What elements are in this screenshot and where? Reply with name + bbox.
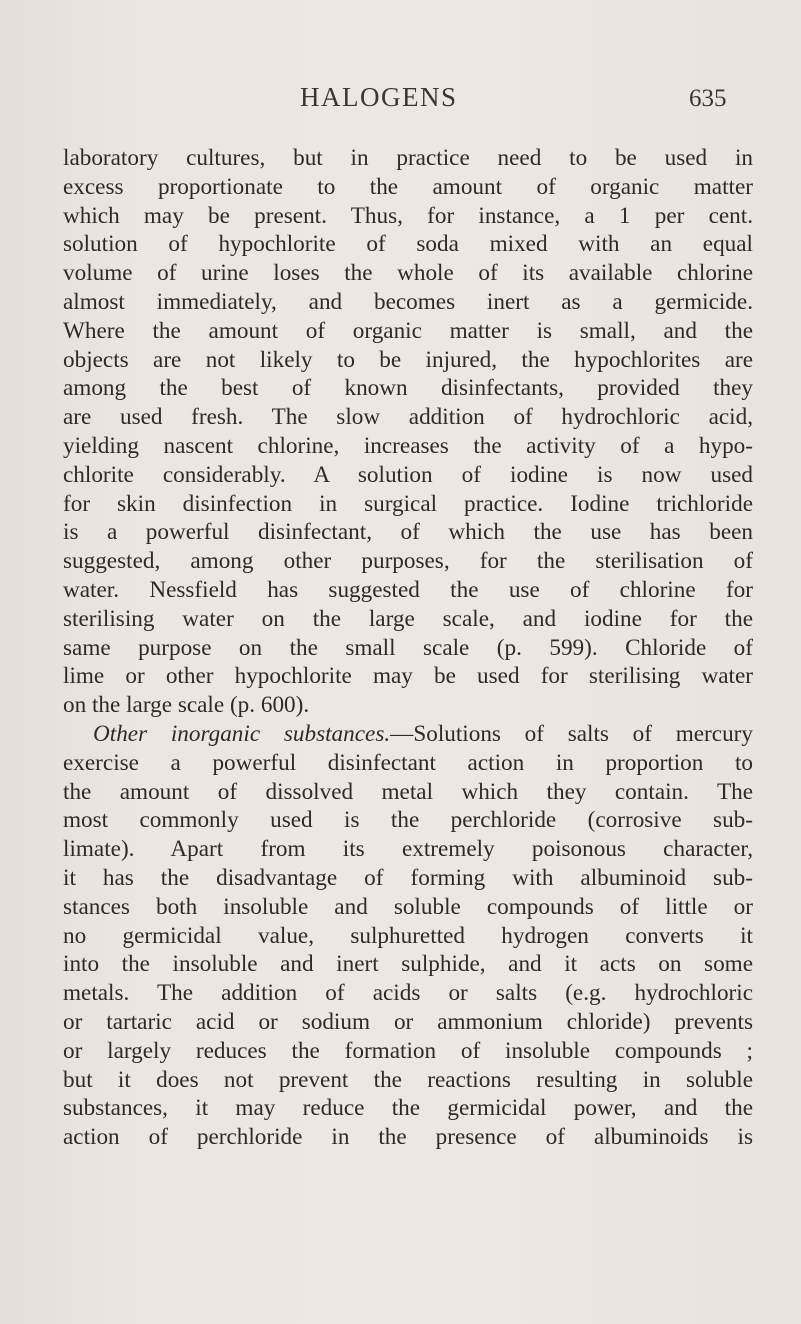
body-text	[63, 144, 753, 1152]
text-line: substances, it may reduce the germicidal power, and the	[63, 1095, 753, 1122]
text-line: action of perchloride in the presence of albuminoids is	[63, 1124, 753, 1151]
text-line: lime or other hypochlorite may be used for sterilising water	[63, 663, 753, 690]
text-line: exercise a powerful disinfectant action in proportion to	[63, 749, 753, 776]
text-line: sterilising water on the large scale, and iodine for the	[63, 605, 753, 632]
text-line: for skin disinfection in surgical practice. Iodine trichloride	[63, 490, 753, 517]
text-line: metals. The addition of acids or salts (e.g. hydrochloric	[63, 980, 753, 1007]
text-line: objects are not likely to be injured, the hypochlorites are	[63, 346, 753, 373]
page-number: 635	[689, 85, 727, 112]
text-line: or largely reduces the formation of insoluble compounds ;	[63, 1037, 753, 1064]
section-heading: Other inorganic substances.	[93, 720, 391, 747]
paragraph-other-inorganic-substances	[63, 720, 753, 1152]
text-line: most commonly used is the perchloride (corrosive sub-	[63, 807, 753, 834]
text-line: same purpose on the small scale (p. 599). Chloride of	[63, 634, 753, 661]
text-line: water. Nessfield has suggested the use of chlorine for	[63, 576, 753, 603]
text-line: but it does not prevent the reactions resulting in soluble	[63, 1066, 753, 1093]
text-line: excess proportionate to the amount of organic matter	[63, 173, 753, 200]
heading-line-rest: —Solutions of salts of mercury	[390, 720, 753, 747]
text-line: among the best of known disinfectants, provided they	[63, 375, 753, 402]
text-line: laboratory cultures, but in practice need to be used in	[63, 145, 753, 171]
text-line: it has the disadvantage of forming with albuminoid sub-	[63, 864, 753, 891]
text-line: stances both insoluble and soluble compounds of little or	[63, 893, 753, 920]
text-line: chlorite considerably. A solution of iodine is now used	[63, 461, 753, 488]
running-head	[0, 82, 801, 122]
text-line	[63, 720, 753, 749]
text-line: on the large scale (p. 600).	[63, 692, 310, 719]
text-line: almost immediately, and becomes inert as a germicide.	[63, 288, 753, 315]
text-line: volume of urine loses the whole of its available chlorine	[63, 260, 753, 287]
text-line: are used fresh. The slow addition of hydrochloric acid,	[63, 404, 753, 431]
text-line: limate). Apart from its extremely poisonous character,	[63, 836, 753, 863]
text-line: no germicidal value, sulphuretted hydrogen converts it	[63, 922, 753, 949]
text-line: or tartaric acid or sodium or ammonium chloride) prevents	[63, 1008, 753, 1035]
text-line: suggested, among other purposes, for the sterilisation of	[63, 548, 753, 575]
paragraph-continuation	[63, 144, 753, 720]
text-line: is a powerful disinfectant, of which the use has been	[63, 519, 753, 546]
running-title: HALOGENS	[300, 82, 458, 112]
text-line: yielding nascent chlorine, increases the activity of a hypo-	[63, 432, 753, 459]
text-line: which may be present. Thus, for instance, a 1 per cent.	[63, 202, 753, 229]
text-line: into the insoluble and inert sulphide, and it acts on some	[63, 951, 753, 978]
text-line: Where the amount of organic matter is small, and the	[63, 317, 753, 344]
text-line: the amount of dissolved metal which they contain. The	[63, 778, 753, 805]
text-line: solution of hypochlorite of soda mixed with an equal	[63, 231, 753, 258]
